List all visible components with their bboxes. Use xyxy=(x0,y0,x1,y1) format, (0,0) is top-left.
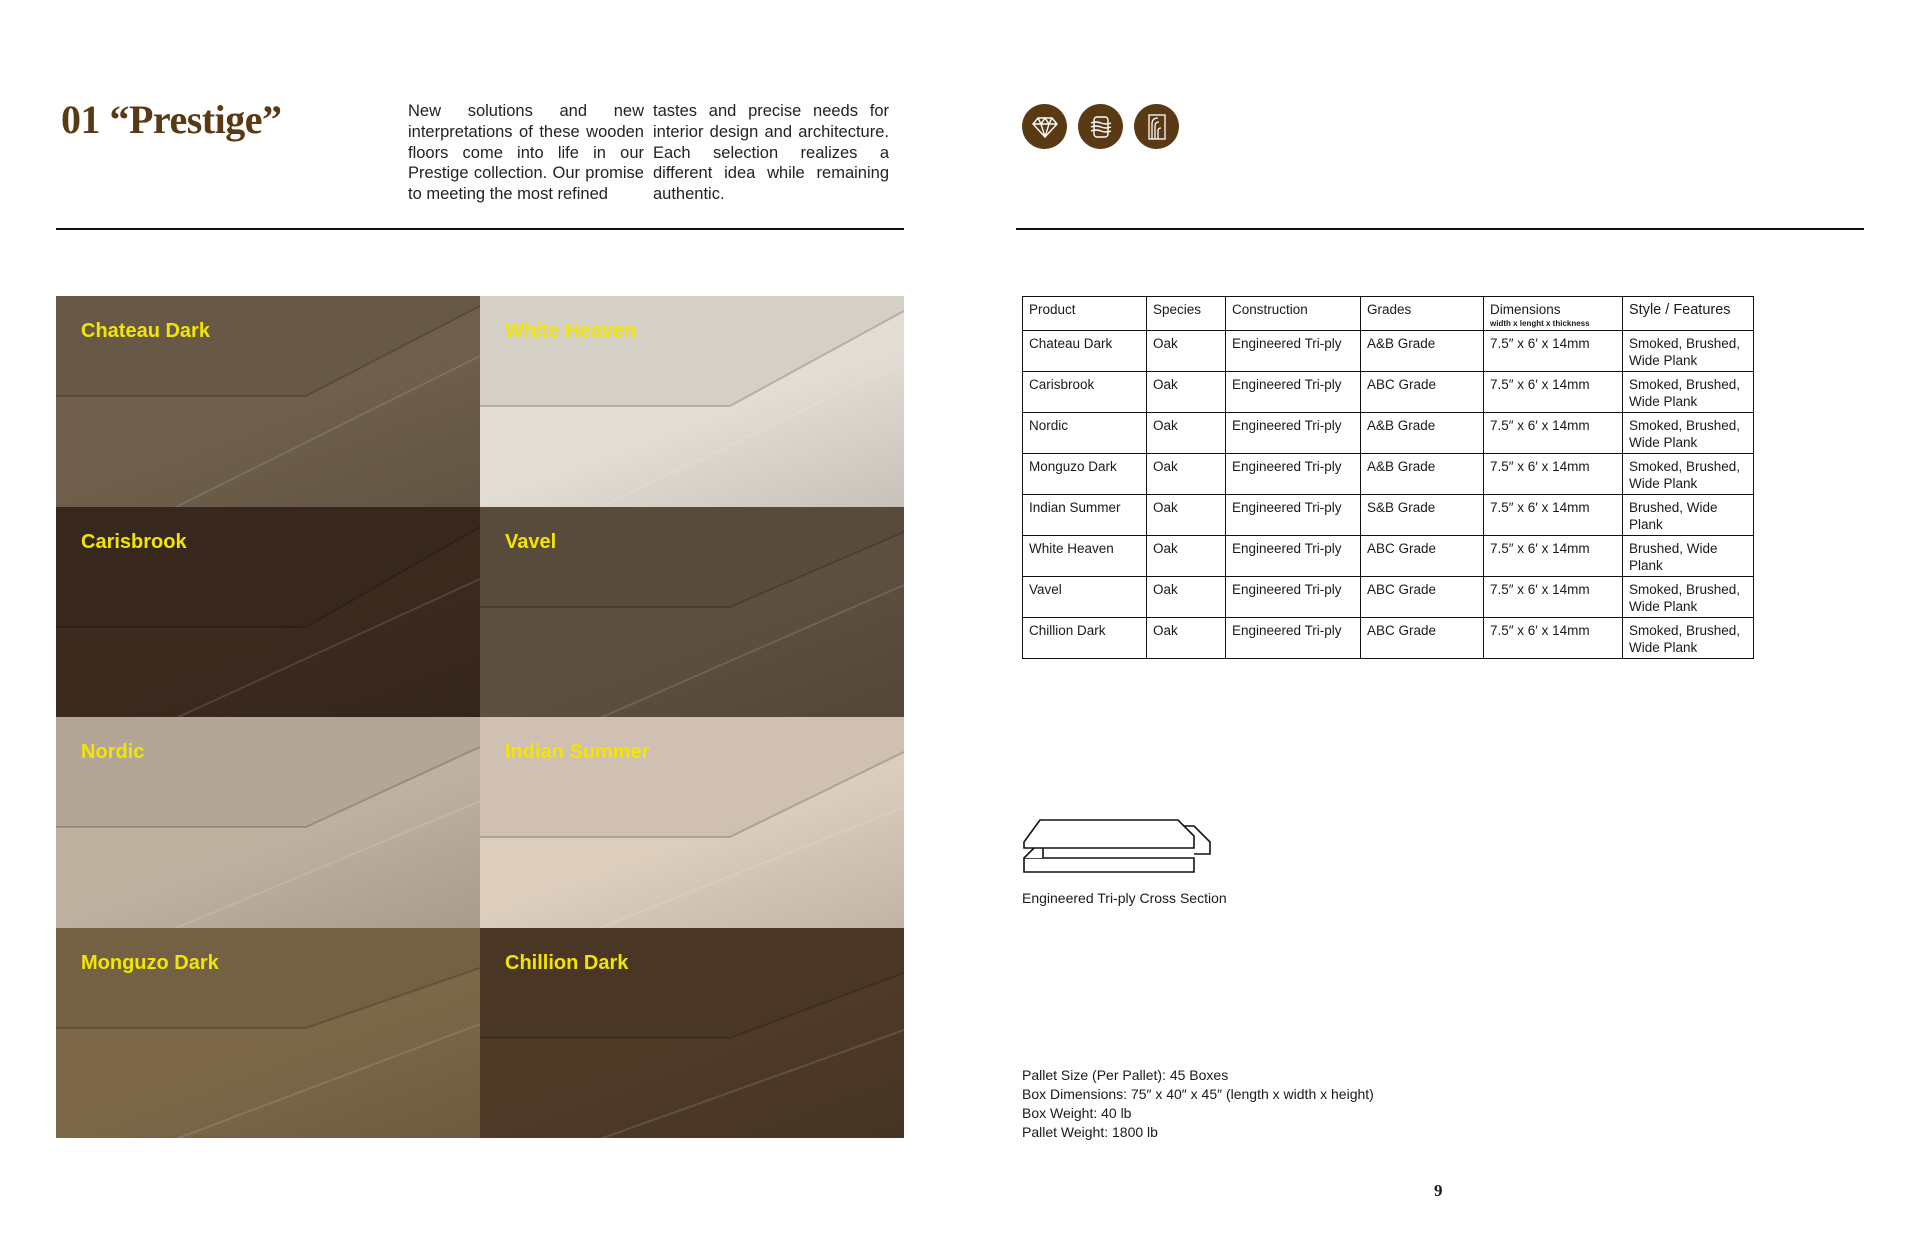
divider-right xyxy=(1016,228,1864,230)
table-cell: 7.5″ x 6′ x 14mm xyxy=(1484,618,1623,659)
product-spec-table xyxy=(1022,296,1754,659)
cross-section-caption: Engineered Tri-ply Cross Section xyxy=(1022,890,1227,906)
diamond-icon xyxy=(1022,104,1067,149)
table-cell: Engineered Tri-ply xyxy=(1226,372,1361,413)
col-grades: Grades xyxy=(1361,297,1484,331)
table-row xyxy=(1023,495,1754,536)
table-cell: A&B Grade xyxy=(1361,413,1484,454)
divider-left xyxy=(56,228,904,230)
table-cell: Brushed, Wide Plank xyxy=(1623,536,1754,577)
table-cell: Engineered Tri-ply xyxy=(1226,577,1361,618)
swatch-tile xyxy=(480,507,904,718)
table-cell: Indian Summer xyxy=(1023,495,1147,536)
table-cell: Engineered Tri-ply xyxy=(1226,454,1361,495)
table-cell: Oak xyxy=(1147,495,1226,536)
pallet-info xyxy=(1022,1066,1374,1142)
table-cell: Engineered Tri-ply xyxy=(1226,413,1361,454)
table-cell: Smoked, Brushed, Wide Plank xyxy=(1623,454,1754,495)
swatch-grid xyxy=(56,296,904,1138)
swatch-label: Chillion Dark xyxy=(505,951,629,974)
table-row xyxy=(1023,536,1754,577)
table-cell: Oak xyxy=(1147,413,1226,454)
table-cell: ABC Grade xyxy=(1361,536,1484,577)
page-title: 01 “Prestige” xyxy=(61,97,282,142)
col-style: Style / Features xyxy=(1623,297,1754,331)
swatch-label: Chateau Dark xyxy=(81,320,210,342)
pallet-size: Pallet Size (Per Pallet): 45 Boxes xyxy=(1022,1067,1229,1083)
table-cell: Smoked, Brushed, Wide Plank xyxy=(1623,372,1754,413)
table-cell: Oak xyxy=(1147,331,1226,372)
swatch-tile xyxy=(56,507,480,718)
swatch-tile xyxy=(56,717,480,928)
table-cell: Carisbrook xyxy=(1023,372,1147,413)
table-row xyxy=(1023,577,1754,618)
table-cell: Vavel xyxy=(1023,577,1147,618)
swatch-tile xyxy=(480,928,904,1139)
table-cell: Oak xyxy=(1147,618,1226,659)
table-cell: Smoked, Brushed, Wide Plank xyxy=(1623,577,1754,618)
table-cell: ABC Grade xyxy=(1361,577,1484,618)
table-cell: Engineered Tri-ply xyxy=(1226,536,1361,577)
layers-icon xyxy=(1078,104,1123,149)
swatch-label: Indian Summer xyxy=(505,741,650,763)
table-cell: 7.5″ x 6′ x 14mm xyxy=(1484,495,1623,536)
col-species: Species xyxy=(1147,297,1226,331)
table-cell: A&B Grade xyxy=(1361,331,1484,372)
swatch-label: Vavel xyxy=(505,530,557,553)
table-cell: Engineered Tri-ply xyxy=(1226,495,1361,536)
swatch-label: Carisbrook xyxy=(81,530,187,553)
table-row xyxy=(1023,413,1754,454)
table-cell: 7.5″ x 6′ x 14mm xyxy=(1484,331,1623,372)
swatch-tile xyxy=(56,296,480,507)
table-cell: 7.5″ x 6′ x 14mm xyxy=(1484,413,1623,454)
tri-ply-cross-section-diagram xyxy=(1022,818,1222,876)
swatch-label: Nordic xyxy=(81,741,145,763)
intro-text-col2: tastes and precise needs for interior design and architecture. Each selection realizes a different idea while remaining authentic. xyxy=(653,102,889,204)
table-row xyxy=(1023,618,1754,659)
dimensions-sublabel: width x lenght x thickness xyxy=(1490,318,1590,328)
table-header-row xyxy=(1023,297,1754,331)
door-icon xyxy=(1134,104,1179,149)
box-dimensions: Box Dimensions: 75″ x 40″ x 45″ (length x width x height) xyxy=(1022,1086,1374,1102)
table-cell: S&B Grade xyxy=(1361,495,1484,536)
page-number: 9 xyxy=(1434,1181,1443,1200)
table-cell: Engineered Tri-ply xyxy=(1226,331,1361,372)
col-dimensions xyxy=(1484,297,1623,331)
table-cell: Chillion Dark xyxy=(1023,618,1147,659)
pallet-weight: Pallet Weight: 1800 lb xyxy=(1022,1124,1158,1140)
table-cell: Smoked, Brushed, Wide Plank xyxy=(1623,618,1754,659)
table-cell: Oak xyxy=(1147,372,1226,413)
table-cell: Smoked, Brushed, Wide Plank xyxy=(1623,413,1754,454)
table-cell: Engineered Tri-ply xyxy=(1226,618,1361,659)
table-cell: 7.5″ x 6′ x 14mm xyxy=(1484,536,1623,577)
table-cell: 7.5″ x 6′ x 14mm xyxy=(1484,577,1623,618)
table-cell: Oak xyxy=(1147,536,1226,577)
table-cell: ABC Grade xyxy=(1361,372,1484,413)
dimensions-label: Dimensions xyxy=(1490,302,1561,317)
table-cell: Chateau Dark xyxy=(1023,331,1147,372)
table-cell: 7.5″ x 6′ x 14mm xyxy=(1484,454,1623,495)
table-cell: Smoked, Brushed, Wide Plank xyxy=(1623,331,1754,372)
feature-icons xyxy=(1022,104,1179,149)
table-cell: White Heaven xyxy=(1023,536,1147,577)
table-cell: ABC Grade xyxy=(1361,618,1484,659)
intro-text-col1: New solutions and new interpretations of these wooden floors come into life in our Prestige collection. Our promise to meeting the most refined xyxy=(408,102,644,204)
table-row xyxy=(1023,372,1754,413)
swatch-label: White Heaven xyxy=(505,320,637,342)
swatch-tile xyxy=(56,928,480,1139)
table-cell: Monguzo Dark xyxy=(1023,454,1147,495)
swatch-tile xyxy=(480,717,904,928)
table-cell: Oak xyxy=(1147,577,1226,618)
col-construction: Construction xyxy=(1226,297,1361,331)
table-cell: 7.5″ x 6′ x 14mm xyxy=(1484,372,1623,413)
table-cell: Oak xyxy=(1147,454,1226,495)
table-cell: Nordic xyxy=(1023,413,1147,454)
swatch-label: Monguzo Dark xyxy=(81,951,219,974)
swatch-tile xyxy=(480,296,904,507)
table-cell: A&B Grade xyxy=(1361,454,1484,495)
table-row xyxy=(1023,331,1754,372)
col-product: Product xyxy=(1023,297,1147,331)
table-row xyxy=(1023,454,1754,495)
box-weight: Box Weight: 40 lb xyxy=(1022,1105,1132,1121)
table-cell: Brushed, Wide Plank xyxy=(1623,495,1754,536)
